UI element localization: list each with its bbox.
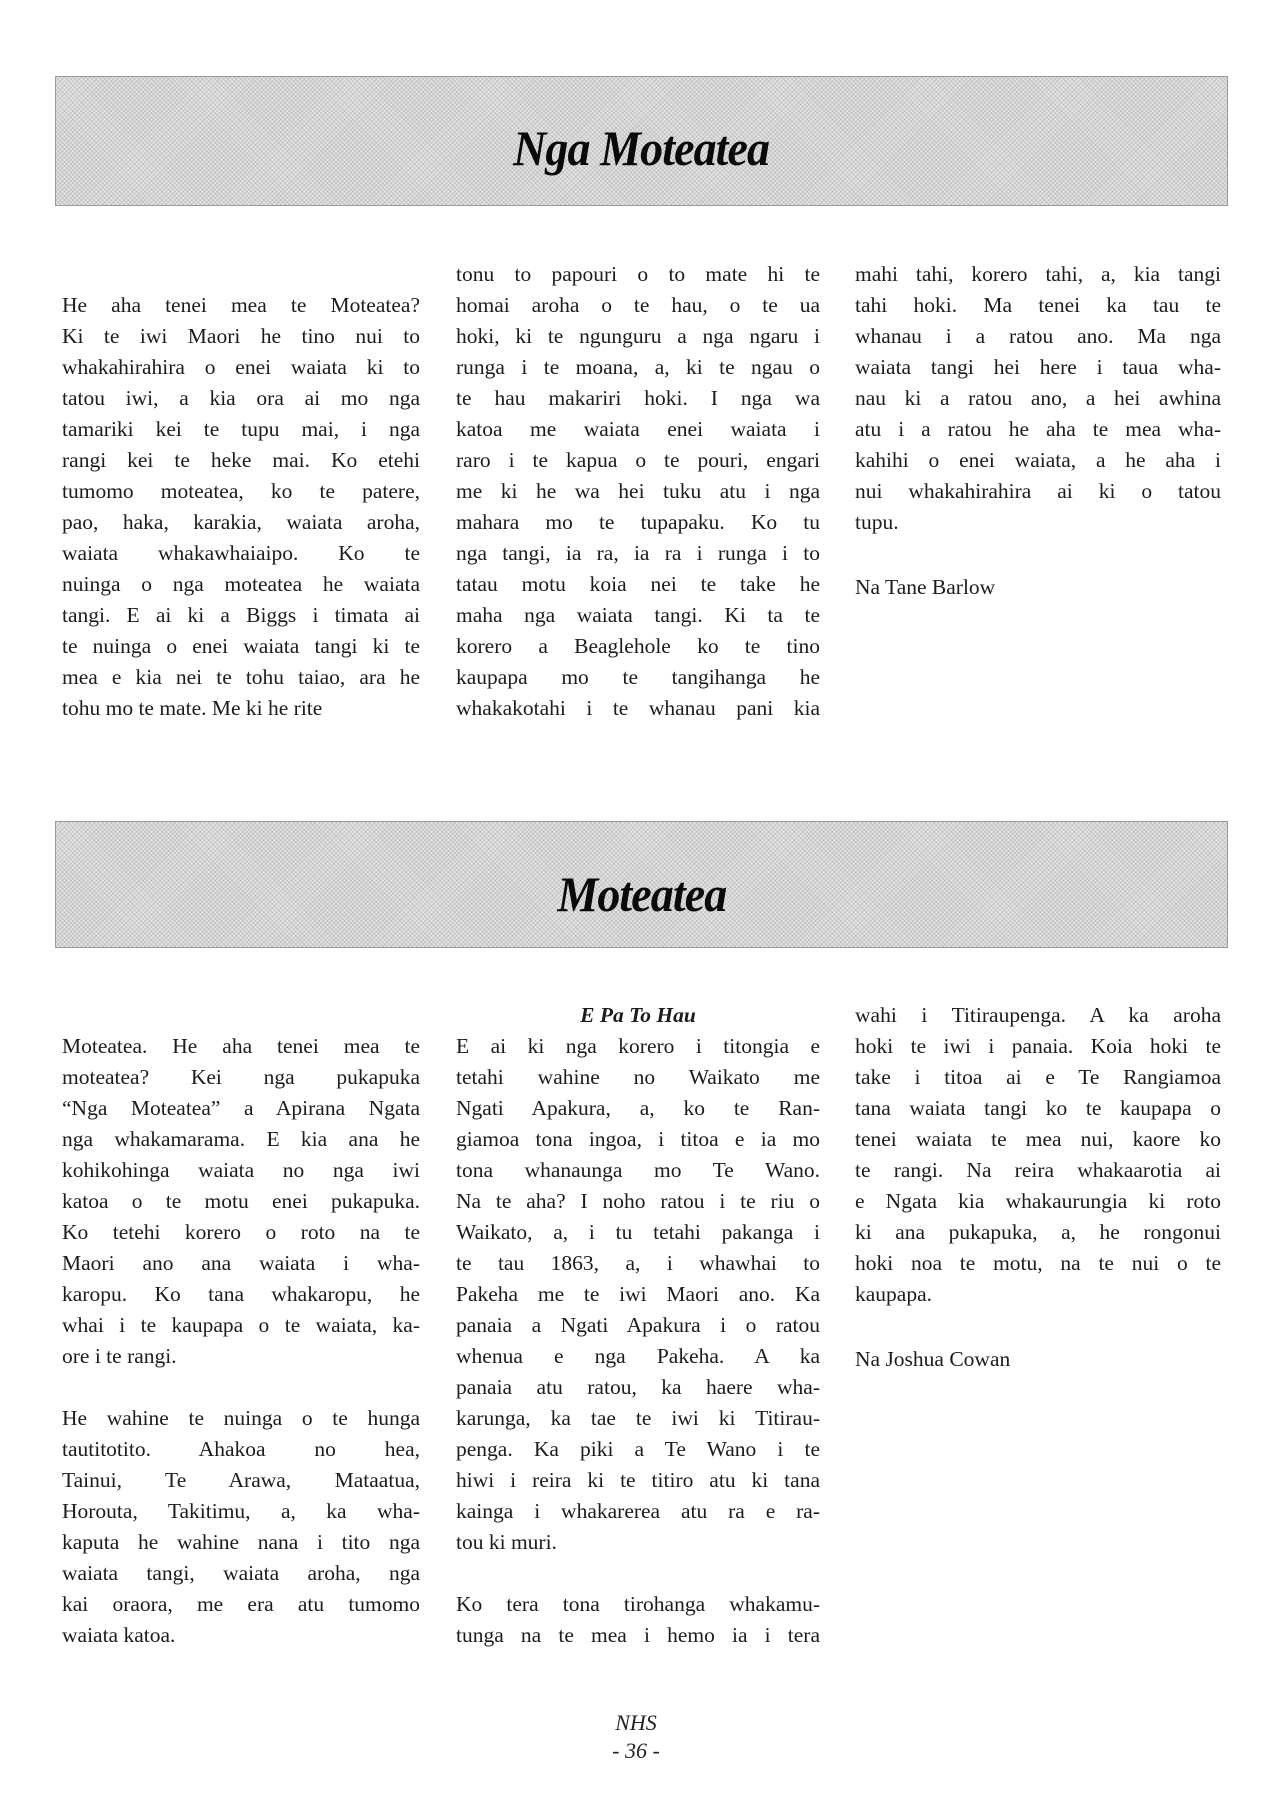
text-line: tautitotito. Ahakoa no hea, [62,1437,420,1461]
text-line: whakakotahi i te whanau pani kia [456,696,820,720]
paragraph [62,1031,420,1372]
article-column-2 [456,1000,820,1651]
text-line: Horouta, Takitimu, a, ka wha- [62,1499,420,1523]
text-line: moteatea? Kei nga pukapuka [62,1065,420,1089]
text-line: te tau 1863, a, i whawhai to [456,1251,820,1275]
paragraph [855,1000,1221,1310]
text-line: whakahirahira o enei waiata ki to [62,355,420,379]
text-line: tona whanaunga mo Te Wano. [456,1158,820,1182]
article-column-1 [62,290,420,724]
text-line: giamoa tona ingoa, i titoa e ia mo [456,1127,820,1151]
text-line: nuinga o nga moteatea he waiata [62,572,420,596]
publication-footer: NHS [615,1710,657,1735]
section-title: Nga Moteatea [513,120,770,176]
text-line: penga. Ka piki a Te Wano i te [456,1437,820,1461]
text-line: whenua e nga Pakeha. A ka [456,1344,820,1368]
text-line: E ai ki nga korero i titongia e [456,1034,820,1058]
text-line: te nuinga o enei waiata tangi ki te [62,634,420,658]
paragraph [855,259,1221,538]
text-line: Ki te iwi Maori he tino nui to [62,324,420,348]
section-banner-moteatea [55,821,1228,948]
text-line: mahi tahi, korero tahi, a, kia tangi [855,262,1221,286]
text-line: kahihi o enei waiata, a he aha i [855,448,1221,472]
section-title: Moteatea [557,865,726,922]
text-line: Maori ano ana waiata i wha- [62,1251,420,1275]
text-line: tupu. [855,510,899,534]
text-line: kohikohinga waiata no nga iwi [62,1158,420,1182]
text-line: kai oraora, me era atu tumomo [62,1592,420,1616]
author-byline: Na Tane Barlow [855,575,996,599]
text-line: runga i te moana, a, ki te ngau o [456,355,820,379]
text-line: kaupapa. [855,1282,933,1306]
text-line: ki ana pukapuka, a, he rongonui [855,1220,1221,1244]
text-line: pao, haka, karakia, waiata aroha, [62,510,420,534]
text-line: waiata whakawhaiaipo. Ko te [62,541,420,565]
text-line: Na te aha? I noho ratou i te riu o [456,1189,820,1213]
text-line: whanau i a ratou ano. Ma nga [855,324,1221,348]
page-number: - 36 - [612,1738,660,1763]
text-line: te hau makariri hoki. I nga wa [456,386,820,410]
text-line: katoa me waiata enei waiata i [456,417,820,441]
text-line: whai i te kaupapa o te waiata, ka- [62,1313,420,1337]
text-line: tunga na te mea i hemo ia i tera [456,1623,820,1647]
article-column-3 [855,1000,1221,1375]
text-line: wahi i Titiraupenga. A ka aroha [855,1003,1221,1027]
text-line: “Nga Moteatea” a Apirana Ngata [62,1096,420,1120]
text-line: tahi hoki. Ma tenei ka tau te [855,293,1221,317]
text-line: mahara mo te tupapaku. Ko tu [456,510,820,534]
author-byline: Na Joshua Cowan [855,1347,1011,1371]
text-line: atu i a ratou he aha te mea wha- [855,417,1221,441]
text-line: tangi. E ai ki a Biggs i timata ai [62,603,420,627]
text-line: tatau motu koia nei te take he [456,572,820,596]
article-column-2 [456,259,820,724]
text-line: kaputa he wahine nana i tito nga [62,1530,420,1554]
text-line: homai aroha o te hau, o te ua [456,293,820,317]
text-line: hoki noa te motu, na te nui o te [855,1251,1221,1275]
text-line: tohu mo te mate. Me ki he rite [62,696,323,720]
text-line: mea e kia nei te tohu taiao, ara he [62,665,420,689]
text-line: tetahi wahine no Waikato me [456,1065,820,1089]
text-line: tatou iwi, a kia ora ai mo nga [62,386,420,410]
text-line: Ko tetehi korero o roto na te [62,1220,420,1244]
text-line: me ki he wa hei tuku atu i nga [456,479,820,503]
song-title: E Pa To Hau [580,1003,696,1027]
text-line: maha nga waiata tangi. Ki ta te [456,603,820,627]
text-line: Ngati Apakura, a, ko te Ran- [456,1096,820,1120]
text-line: waiata katoa. [62,1623,176,1647]
text-line: nau ki a ratou ano, a hei awhina [855,386,1221,410]
article-column-1 [62,1031,420,1651]
text-line: take i titoa ai e Te Rangiamoa [855,1065,1221,1089]
text-line: tenei waiata te mea nui, kaore ko [855,1127,1221,1151]
article-column-3 [855,259,1221,603]
text-line: Ko tera tona tirohanga whakamu- [456,1592,820,1616]
text-line: raro i te kapua o te pouri, engari [456,448,820,472]
text-line: tamariki kei te tupu mai, i nga [62,417,420,441]
text-line: He aha tenei mea te Moteatea? [62,293,420,317]
text-line: Waikato, a, i tu tetahi pakanga i [456,1220,820,1244]
text-line: tumomo moteatea, ko te patere, [62,479,420,503]
text-line: rangi kei te heke mai. Ko etehi [62,448,420,472]
paragraph [62,1403,420,1651]
text-line: Moteatea. He aha tenei mea te [62,1034,420,1058]
text-line: Tainui, Te Arawa, Mataatua, [62,1468,420,1492]
paragraph [456,1589,820,1651]
text-line: nga tangi, ia ra, ia ra i runga i to [456,541,820,565]
text-line: hiwi i reira ki te titiro atu ki tana [456,1468,820,1492]
text-line: Pakeha me te iwi Maori ano. Ka [456,1282,820,1306]
text-line: katoa o te motu enei pukapuka. [62,1189,420,1213]
text-line: ore i te rangi. [62,1344,177,1368]
text-line: karopu. Ko tana whakaropu, he [62,1282,420,1306]
text-line: waiata tangi hei here i taua wha- [855,355,1221,379]
text-line: nui whakahirahira ai ki o tatou [855,479,1221,503]
text-line: tou ki muri. [456,1530,557,1554]
text-line: hoki, ki te ngunguru a nga ngaru i [456,324,820,348]
text-line: panaia a Ngati Apakura i o ratou [456,1313,820,1337]
text-line: e Ngata kia whakaurungia ki roto [855,1189,1221,1213]
text-line: He wahine te nuinga o te hunga [62,1406,420,1430]
text-line: waiata tangi, waiata aroha, nga [62,1561,420,1585]
section-banner-nga-moteatea [55,76,1228,206]
text-line: te rangi. Na reira whakaarotia ai [855,1158,1221,1182]
text-line: tana waiata tangi ko te kaupapa o [855,1096,1221,1120]
paragraph [456,1031,820,1558]
text-line: nga whakamarama. E kia ana he [62,1127,420,1151]
text-line: karunga, ka tae te iwi ki Titirau- [456,1406,820,1430]
text-line: hoki te iwi i panaia. Koia hoki te [855,1034,1221,1058]
text-line: kaupapa mo te tangihanga he [456,665,820,689]
text-line: tonu to papouri o to mate hi te [456,262,820,286]
text-line: panaia atu ratou, ka haere wha- [456,1375,820,1399]
text-line: kainga i whakarerea atu ra e ra- [456,1499,820,1523]
text-line: korero a Beaglehole ko te tino [456,634,820,658]
